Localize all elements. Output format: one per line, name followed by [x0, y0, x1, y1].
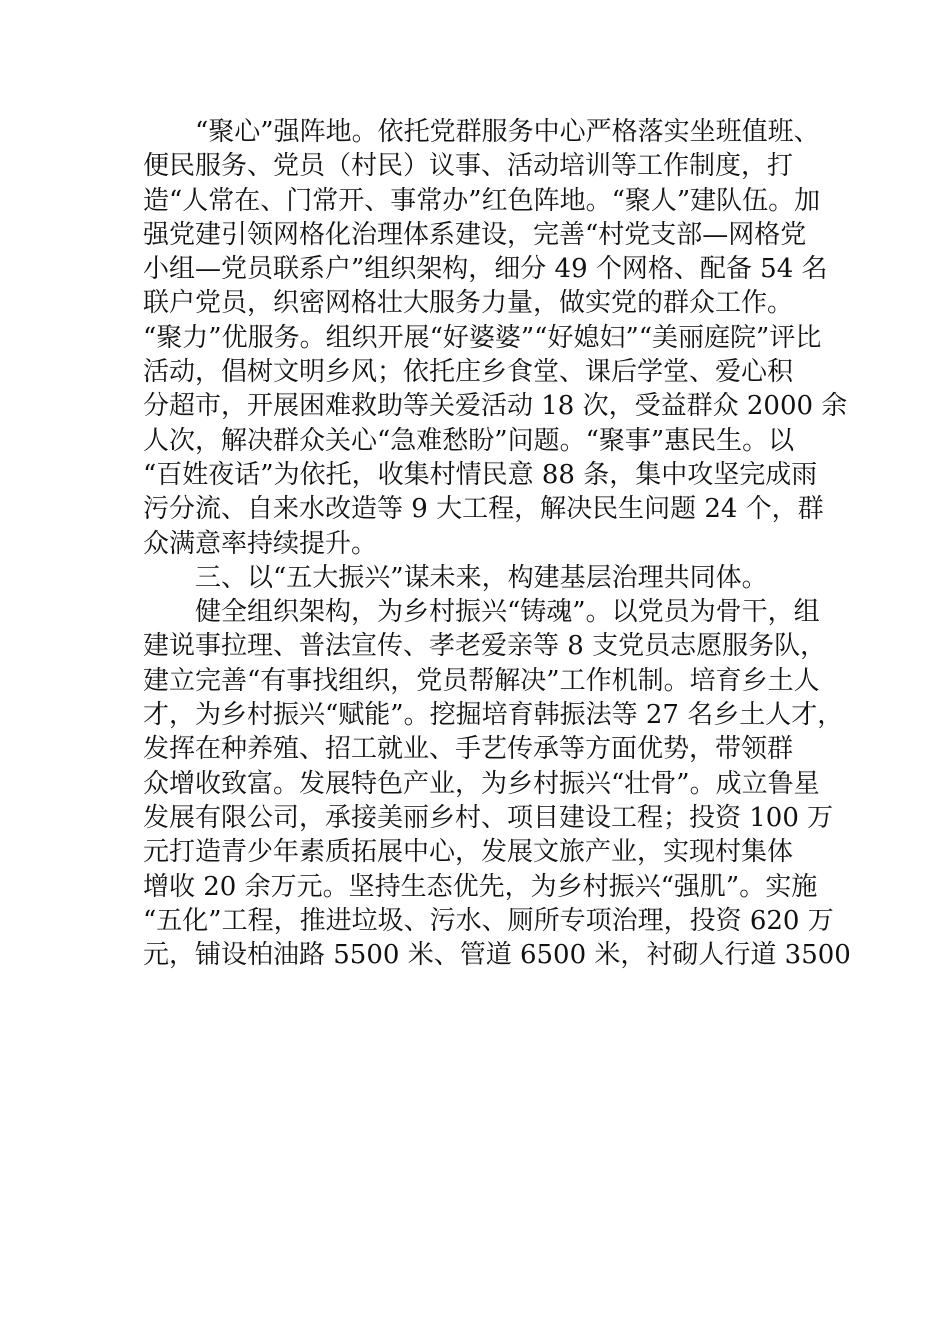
text-line: 才，为乡村振兴“赋能”。挖掘培育韩振法等 27 名乡土人才，	[143, 700, 844, 731]
text-line: 联户党员，织密网格壮大服务力量，做实党的群众工作。	[143, 288, 794, 319]
text-line: 健全组织架构，为乡村振兴“铸魂”。以党员为骨干，组	[195, 597, 820, 628]
text-line: “五化”工程，推进垃圾、污水、厕所专项治理，投资 620 万	[143, 905, 834, 936]
text-line: 建立完善“有事找组织，党员帮解决”工作机制。培育乡土人	[143, 665, 820, 696]
text-line: 元，铺设柏油路 5500 米、管道 6500 米，衬砌人行道 3500	[143, 940, 851, 971]
document-body	[143, 115, 851, 972]
text-line: 建说事拉理、普法宣传、孝老爱亲等 8 支党员志愿服务队，	[143, 631, 827, 662]
text-line: “聚力”优服务。组织开展“好婆婆”“好媳妇”“美丽庭院”评比	[143, 322, 822, 353]
text-line: 污分流、自来水改造等 9 大工程，解决民生问题 24 个，群	[143, 494, 824, 525]
text-line: 人次，解决群众关心“急难愁盼”问题。“聚事”惠民生。以	[143, 425, 795, 456]
text-line: 众满意率持续提升。	[143, 528, 378, 559]
text-line: “百姓夜话”为依托，收集村情民意 88 条，集中攻坚完成雨	[143, 459, 818, 490]
text-line: “聚心”强阵地。依托党群服务中心严格落实坐班值班、	[195, 117, 820, 147]
text-line: 增收 20 余万元。坚持生态优先，为乡村振兴“强肌”。实施	[143, 871, 818, 902]
section-heading: 三、以“五大振兴”谋未来，构建基层治理共同体。	[195, 562, 768, 593]
text-line: 强党建引领网格化治理体系建设，完善“村党支部—网格党	[143, 219, 807, 250]
text-line: 活动，倡树文明乡风；依托庄乡食堂、课后学堂、爱心积	[143, 357, 794, 388]
text-line: 小组—党员联系户”组织架构，细分 49 个网格、配备 54 名	[143, 254, 828, 285]
text-line: 便民服务、党员（村民）议事、活动培训等工作制度，打	[143, 151, 794, 182]
text-line: 众增收致富。发展特色产业，为乡村振兴“壮骨”。成立鲁星	[143, 768, 820, 799]
text-line: 元打造青少年素质拓展中心，发展文旅产业，实现村集体	[143, 837, 794, 868]
text-line: 发挥在种养殖、招工就业、手艺传承等方面优势，带领群	[143, 734, 794, 765]
text-line: 造“人常在、门常开、事常办”红色阵地。“聚人”建队伍。加	[143, 185, 821, 216]
text-line: 分超市，开展困难救助等关爱活动 18 次，受益群众 2000 余	[143, 391, 848, 422]
text-line: 发展有限公司，承接美丽乡村、项目建设工程；投资 100 万	[143, 802, 834, 833]
